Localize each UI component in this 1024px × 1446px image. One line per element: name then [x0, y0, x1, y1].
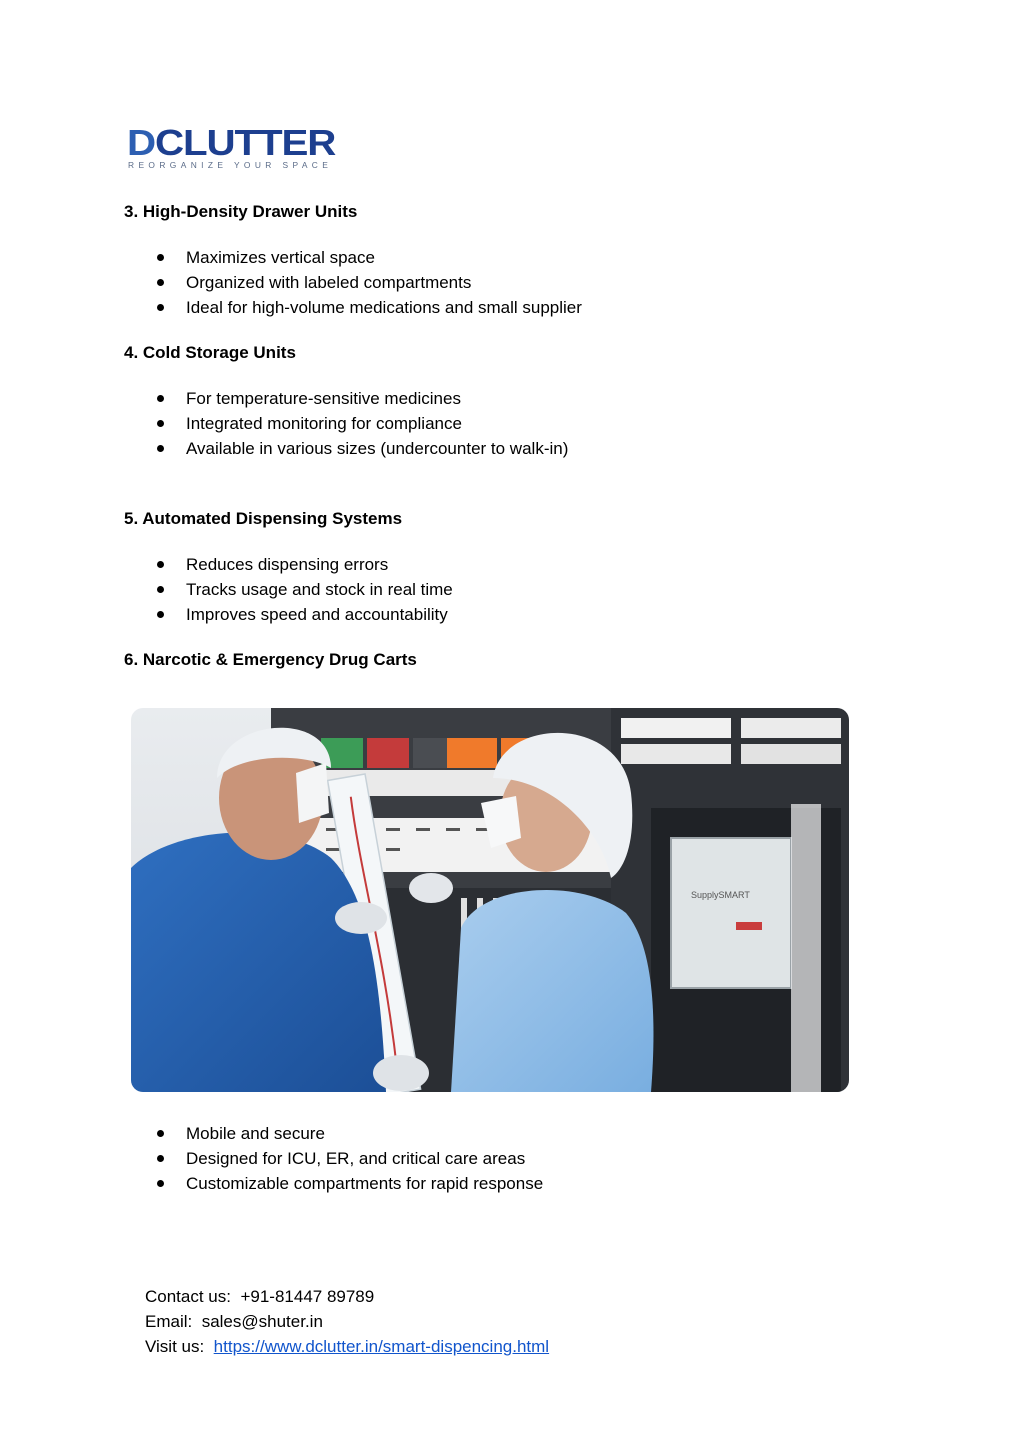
list-item: Designed for ICU, ER, and critical care areas [0, 1146, 543, 1171]
contact-phone-line: Contact us: +91-81447 89789 [145, 1287, 375, 1306]
screen-brand-text: SupplySMART [691, 890, 750, 900]
section-heading-drawer-units: 3. High-Density Drawer Units [124, 202, 358, 221]
contact-visit-line: Visit us: https://www.dclutter.in/smart-dispencing.html [145, 1337, 550, 1356]
bullet-icon [157, 420, 164, 427]
bullet-icon [157, 279, 164, 286]
bullet-icon [157, 395, 164, 402]
bullet-list-drug-carts [0, 1121, 543, 1196]
bullet-icon [157, 445, 164, 452]
contact-email-line: Email: sales@shuter.in [145, 1312, 323, 1331]
bullet-icon [157, 304, 164, 311]
list-item: Mobile and secure [0, 1121, 543, 1146]
bullet-icon [157, 254, 164, 261]
photo-illustration [131, 708, 849, 1092]
pharmacy-staff-photo [131, 708, 849, 1092]
list-item: Available in various sizes (undercounter to walk-in) [0, 436, 568, 461]
bullet-list-cold-storage [0, 386, 568, 461]
contact-block [145, 1284, 549, 1359]
logo-tagline: REORGANIZE YOUR SPACE [128, 160, 333, 170]
bullet-icon [157, 611, 164, 618]
bullet-icon [157, 586, 164, 593]
list-item: Integrated monitoring for compliance [0, 411, 568, 436]
list-item: Ideal for high-volume medications and small supplier [0, 295, 582, 320]
section-heading-automated-dispensing: 5. Automated Dispensing Systems [124, 509, 403, 528]
bullet-list-automated-dispensing [0, 552, 453, 627]
list-item: Organized with labeled compartments [0, 270, 582, 295]
bullet-icon [157, 561, 164, 568]
website-link[interactable]: https://www.dclutter.in/smart-dispencing.html [213, 1337, 550, 1356]
list-item: Maximizes vertical space [0, 245, 582, 270]
bullet-icon [157, 1155, 164, 1162]
dclutter-logo [127, 122, 336, 173]
logo-wordmark: DCLUTTER [127, 122, 336, 163]
bullet-list-drawer-units [0, 245, 582, 320]
section-heading-drug-carts: 6. Narcotic & Emergency Drug Carts [124, 650, 417, 669]
bullet-icon [157, 1180, 164, 1187]
contact-phone: +91-81447 89789 [240, 1287, 375, 1306]
list-item: Improves speed and accountability [0, 602, 453, 627]
list-item: For temperature-sensitive medicines [0, 386, 568, 411]
list-item: Customizable compartments for rapid response [0, 1171, 543, 1196]
list-item: Reduces dispensing errors [0, 552, 453, 577]
bullet-icon [157, 1130, 164, 1137]
list-item: Tracks usage and stock in real time [0, 577, 453, 602]
section-heading-cold-storage: 4. Cold Storage Units [124, 343, 296, 362]
contact-email: sales@shuter.in [201, 1312, 323, 1331]
